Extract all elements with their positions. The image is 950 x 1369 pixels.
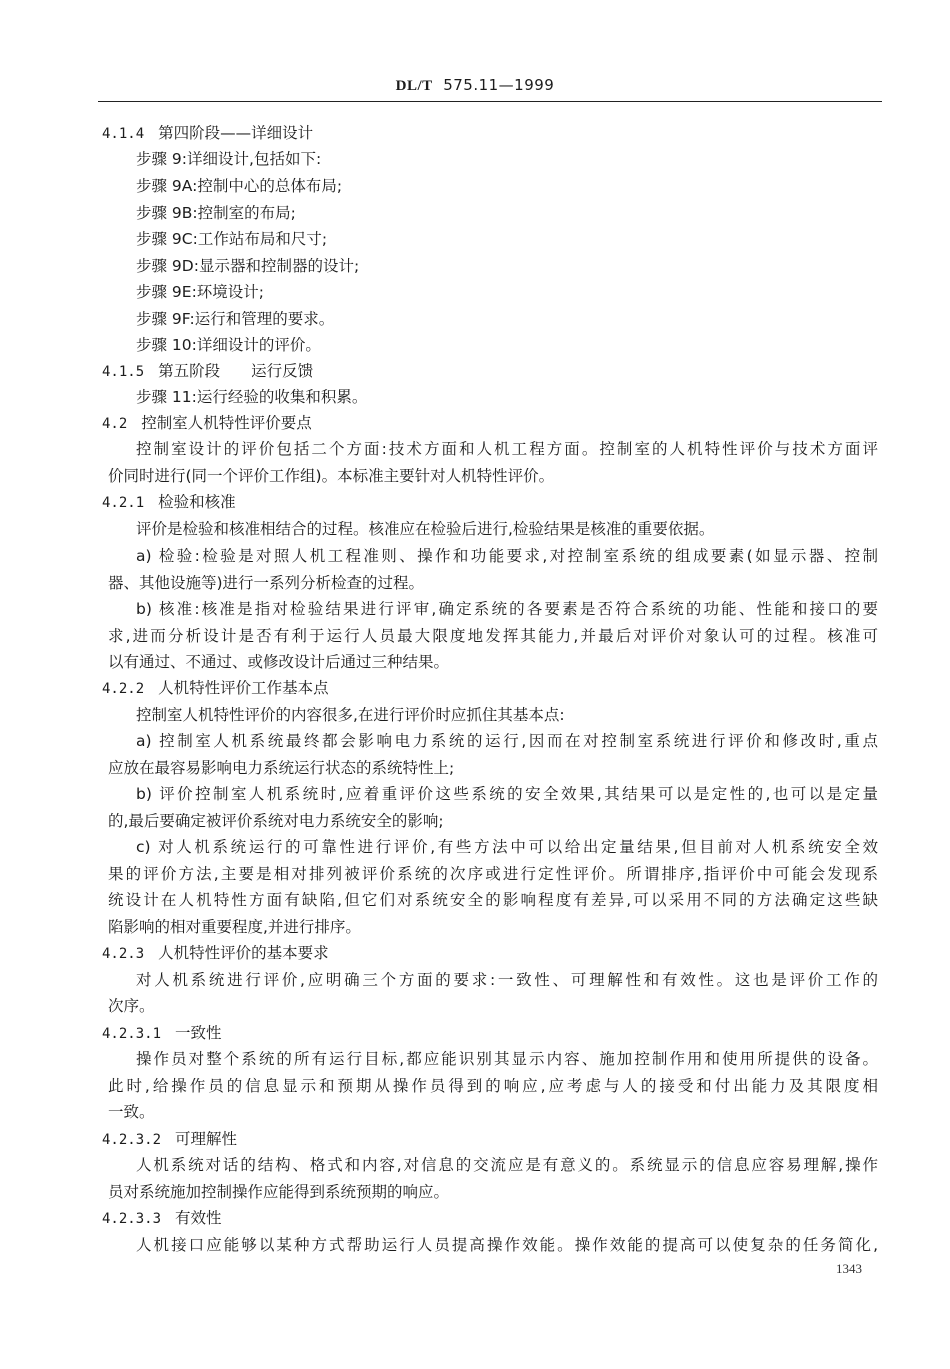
section-heading-4-2-3-3: 4.2.3.3 有效性 [102,1209,222,1227]
paragraph-line: 次序。 [108,997,155,1015]
section-heading-4-2-1: 4.2.1 检验和核准 [102,493,236,511]
step-line: 步骤 11:运行经验的收集和积累。 [136,388,368,406]
paragraph-line: 果的评价方法,主要是相对排列被评价系统的次序或进行定性评价。所谓排序,指评价中可能会发现系 [108,865,878,883]
paragraph-line: 人机接口应能够以某种方式帮助运行人员提高操作效能。操作效能的提高可以使复杂的任务简化, [136,1236,878,1254]
paragraph-line: 人机系统对话的结构、格式和内容,对信息的交流应是有意义的。系统显示的信息应容易理解,操作 [136,1156,878,1174]
paragraph-line: 价同时进行(同一个评价工作组)。本标准主要针对人机特性评价。 [108,467,555,485]
step-line: 步骤 10:详细设计的评价。 [136,336,321,354]
paragraph-line: b) 核准:核准是指对检验结果进行评审,确定系统的各要素是否符合系统的功能、性能和接口的要 [136,600,878,618]
section-heading-4-2-2: 4.2.2 人机特性评价工作基本点 [102,679,329,697]
section-heading-4-1-4: 4.1.4 第四阶段——详细设计 [102,124,314,142]
step-line: 步骤 9C:工作站布局和尺寸; [136,230,328,248]
paragraph-line: 此时,给操作员的信息显示和预期从操作员得到的响应,应考虑与人的接受和付出能力及其限度相 [108,1077,878,1095]
paragraph-line: 操作员对整个系统的所有运行目标,都应能识别其显示内容、施加控制作用和使用所提供的设备。 [136,1050,878,1068]
doc-code: DL/T [395,78,433,94]
paragraph-line: 的,最后要确定被评价系统对电力系统安全的影响; [108,812,444,830]
paragraph-line: 员对系统施加控制操作应能得到系统预期的响应。 [108,1183,450,1201]
paragraph-line: 陷影响的相对重要程度,并进行排序。 [108,918,361,936]
step-line: 步骤 9:详细设计,包括如下: [136,150,322,168]
paragraph-line: 评价是检验和核准相结合的过程。核准应在检验后进行,检验结果是核准的重要依据。 [136,520,715,538]
paragraph-line: 控制室设计的评价包括二个方面:技术方面和人机工程方面。控制室的人机特性评价与技术方面评 [136,440,878,458]
paragraph-line: 对人机系统进行评价,应明确三个方面的要求:一致性、可理解性和有效性。这也是评价工作的 [136,971,878,989]
section-heading-4-2-3-1: 4.2.3.1 一致性 [102,1024,222,1042]
paragraph-line: 以有通过、不通过、或修改设计后通过三种结果。 [108,653,450,671]
paragraph-line: 控制室人机特性评价的内容很多,在进行评价时应抓住其基本点: [136,706,565,724]
section-heading-4-2-3-2: 4.2.3.2 可理解性 [102,1130,238,1148]
paragraph-line: 应放在最容易影响电力系统运行状态的系统特性上; [108,759,455,777]
paragraph-line: b) 评价控制室人机系统时,应着重评价这些系统的安全效果,其结果可以是定性的,也可以是定量 [136,785,878,803]
step-line: 步骤 9E:环境设计; [136,283,265,301]
page-header [0,76,950,95]
step-line: 步骤 9D:显示器和控制器的设计; [136,257,360,275]
paragraph-line: 求,进而分析设计是否有利于运行人员最大限度地发挥其能力,并最后对评价对象认可的过程。核准可 [108,627,878,645]
paragraph-line: 器、其他设施等)进行一系列分析检查的过程。 [108,574,425,592]
step-line: 步骤 9A:控制中心的总体布局; [136,177,343,195]
doc-number: 575.11—1999 [443,76,555,94]
section-heading-4-2: 4.2 控制室人机特性评价要点 [102,414,312,432]
paragraph-line: c) 对人机系统运行的可靠性进行评价,有些方法中可以给出定量结果,但目前对人机系统安全效 [136,838,878,856]
paragraph-line: a) 检验:检验是对照人机工程准则、操作和功能要求,对控制室系统的组成要素(如显示器、控制 [136,547,878,565]
paragraph-line: a) 控制室人机系统最终都会影响电力系统的运行,因而在对控制室系统进行评价和修改时,重点 [136,732,878,750]
section-heading-4-1-5: 4.1.5 第五阶段 运行反馈 [102,362,314,380]
step-line: 步骤 9B:控制室的布局; [136,204,296,222]
paragraph-line: 一致。 [108,1103,155,1121]
header-rule [98,101,882,102]
section-heading-4-2-3: 4.2.3 人机特性评价的基本要求 [102,944,329,962]
paragraph-line: 统设计在人机特性方面有缺陷,但它们对系统安全的影响程度有差异,可以采用不同的方法确定这些缺 [108,891,878,909]
page-number: 1343 [836,1261,862,1276]
step-line: 步骤 9F:运行和管理的要求。 [136,310,335,328]
